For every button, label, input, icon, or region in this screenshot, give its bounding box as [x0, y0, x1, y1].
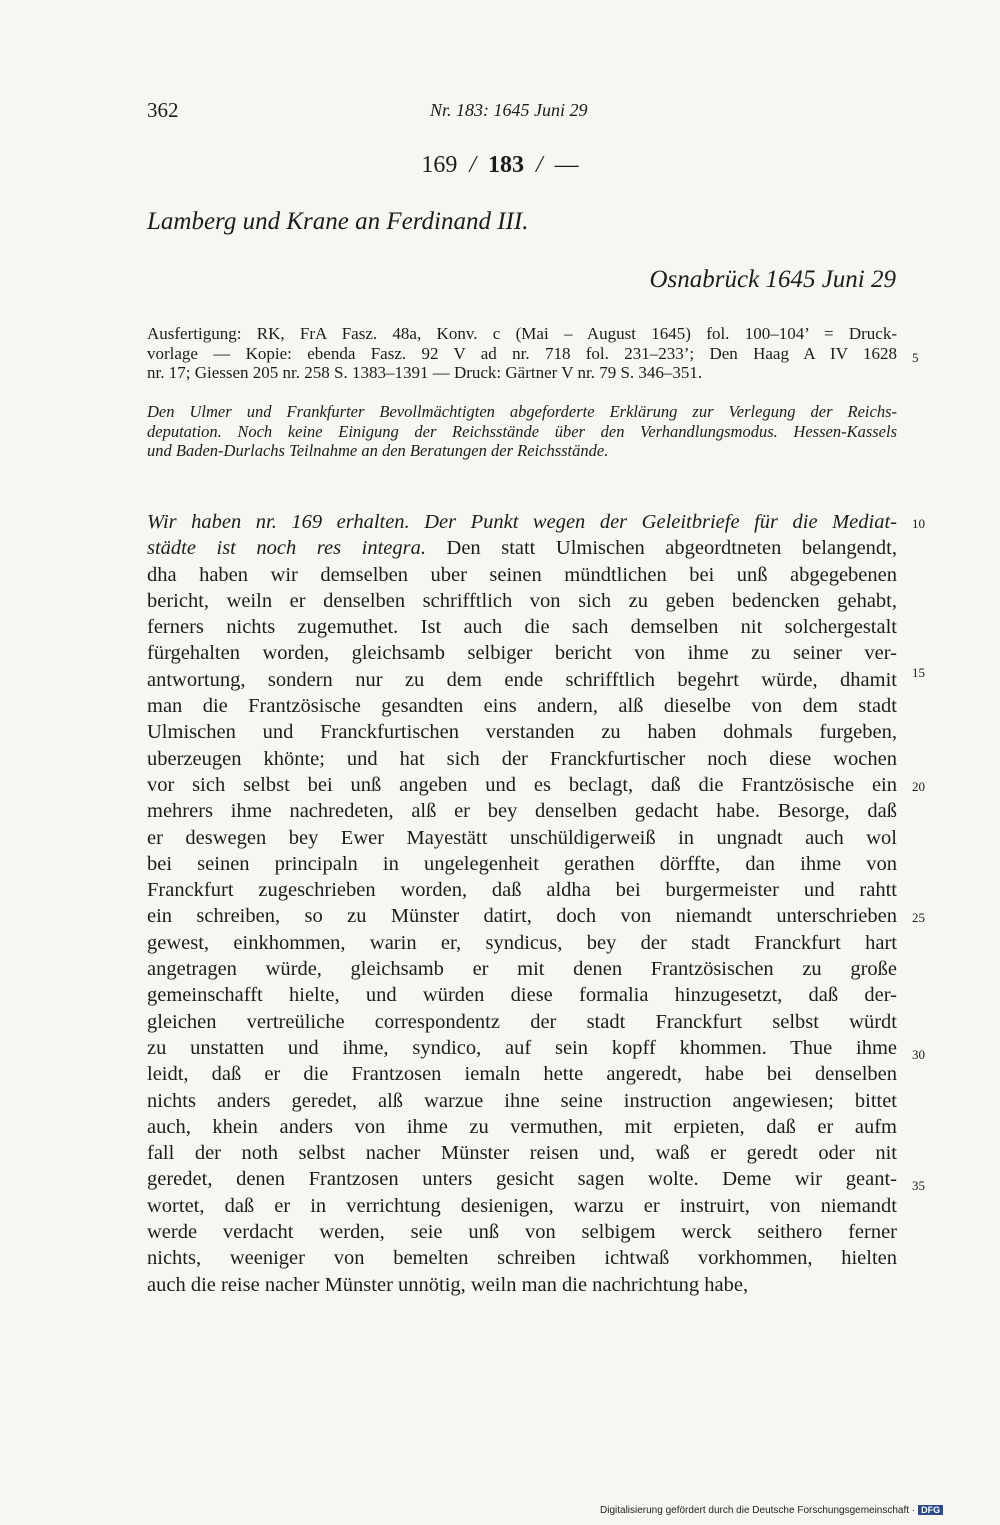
- body-line: bei seinen principaln in ungelegenheit gerathen dörffte, dan ihme von: [147, 852, 897, 875]
- body-line: auch, khein anders von ihme zu vermuthen, mit erpieten, daß er aufm: [147, 1115, 897, 1138]
- body-italic-fragment: städte ist noch res integra.: [147, 537, 426, 560]
- line-number: 20: [912, 779, 925, 794]
- summary-line: und Baden-Durlachs Teilnahme an den Beratungen der Reichsstände.: [147, 441, 609, 460]
- doc-number-separator: /: [536, 152, 543, 178]
- body-line: [147, 535, 897, 561]
- body-line: zu unstatten und ihme, syndico, auf sein kopff khommen. Thue ihme: [147, 1036, 897, 1059]
- body-line: bericht, weiln er denselben schrifftlich von sich zu geben bedencken gehabt,: [147, 589, 897, 612]
- running-head: Nr. 183: 1645 Juni 29: [430, 100, 588, 120]
- body-fragment: Den statt Ulmischen abgeordtneten belangendt,: [425, 537, 897, 560]
- document-title: Lamberg und Krane an Ferdinand III.: [147, 208, 529, 235]
- body-line: auch die reise nacher Münster unnötig, weiln man die nachrichtung habe,: [147, 1273, 749, 1296]
- body-text: [147, 509, 897, 1298]
- body-lines: [147, 562, 897, 1298]
- body-line: dha haben wir demselben uber seinen mündtlichen bei unß abgegebenen: [147, 563, 897, 586]
- line-number: 15: [912, 665, 925, 680]
- body-line: fürgehalten worden, gleichsamb selbiger bericht von ihme zu seiner ver-: [147, 642, 897, 665]
- footer-text: Digitalisierung gefördert durch die Deutsche Forschungsgemeinschaft ·: [600, 1505, 916, 1516]
- doc-number-separator: /: [469, 152, 476, 178]
- sources-line: nr. 17; Giessen 205 nr. 258 S. 1383–1391 — Druck: Gärtner V nr. 79 S. 346–351.: [147, 363, 703, 382]
- summary: [147, 402, 897, 461]
- body-line: Wir haben nr. 169 erhalten. Der Punkt wegen der Geleitbriefe für die Mediat-: [147, 511, 897, 533]
- summary-line: Den Ulmer und Frankfurter Bevollmächtigten abgeforderte Erklärung zur Verlegung der Reichs-: [147, 402, 897, 421]
- body-line: nichts, weeniger von bemelten schreiben ichtwaß vorkhommen, hielten: [147, 1247, 897, 1270]
- line-number-margin: [912, 0, 952, 1525]
- body-line: gewest, einkhommen, warin er, syndicus, bey der stadt Franckfurt hart: [147, 931, 897, 954]
- line-number: 30: [912, 1047, 925, 1062]
- body-line: er deswegen bey Ewer Mayestätt unschüldigerweiß in ungnadt auch wol: [147, 826, 897, 849]
- body-line: leidt, daß er die Frantzosen iemaln hette angeredt, habe bei denselben: [147, 1063, 897, 1086]
- sources-note: [147, 324, 897, 383]
- doc-number-b: 183: [488, 152, 524, 178]
- body-line: vor sich selbst bei unß angeben und es beclagt, daß die Frantzösische ein: [147, 773, 897, 796]
- body-line: nichts anders geredet, alß warzue ihne seine instruction angewiesen; bittet: [147, 1089, 897, 1112]
- doc-number-c: —: [554, 152, 579, 178]
- body-line: man die Frantzösische gesandten eins andern, alß dieselbe von dem stadt: [147, 695, 897, 718]
- footer-credit: [600, 1505, 943, 1516]
- document-number: [0, 152, 1000, 179]
- body-line: fall der noth selbst nacher Münster reisen und, waß er geredt oder nit: [147, 1142, 897, 1165]
- line-number: 5: [912, 350, 919, 365]
- body-line: angetragen würde, gleichsamb er mit denen Frantzösischen zu große: [147, 958, 897, 981]
- place-date: Osnabrück 1645 Juni 29: [649, 266, 896, 293]
- body-line: ferners nichts zugemuthet. Ist auch die sach demselben nit solchergestalt: [147, 616, 897, 639]
- doc-number-a: 169: [421, 152, 458, 178]
- page-header: [147, 98, 897, 128]
- dfg-logo: DFG: [918, 1505, 943, 1515]
- line-number: 35: [912, 1178, 925, 1193]
- body-line: antwortung, sondern nur zu dem ende schrifftlich begehrt würde, dhamit: [147, 668, 897, 691]
- body-line: Franckfurt zugeschrieben worden, daß aldha bei burgermeister und rahtt: [147, 879, 897, 902]
- body-line: Ulmischen und Franckfurtischen verstanden zu haben dohmals furgeben,: [147, 721, 897, 744]
- body-line: mehrers ihme nachredeten, alß er bey denselben gedacht habe. Besorge, daß: [147, 800, 897, 823]
- body-line: ein schreiben, so zu Münster datirt, doch von niemandt unterschrieben: [147, 905, 897, 928]
- body-line: wortet, daß er in verrichtung desienigen, warzu er instruirt, von niemandt: [147, 1194, 897, 1217]
- page-number: 362: [147, 98, 179, 122]
- body-line: gleichen vertreüliche correspondentz der stadt Franckfurt selbst würdt: [147, 1010, 897, 1033]
- line-number: 25: [912, 910, 925, 925]
- sources-line: vorlage — Kopie: ebenda Fasz. 92 V ad nr. 718 fol. 231–233’; Den Haag A IV 1628: [147, 343, 897, 363]
- body-line: gemeinschafft hielte, und würden diese formalia hinzugesetzt, daß der-: [147, 984, 897, 1007]
- body-line: werde verdacht werden, seie unß von selbigem werck seithero ferner: [147, 1221, 897, 1244]
- sources-line: Ausfertigung: RK, FrA Fasz. 48a, Konv. c (Mai – August 1645) fol. 100–104’ = Druck-: [147, 324, 897, 343]
- body-line: geredet, denen Frantzosen unters gesicht sagen wolte. Deme wir geant-: [147, 1168, 897, 1191]
- summary-line: deputation. Noch keine Einigung der Reichsstände über den Verhandlungsmodus. Hessen-Kassels: [147, 421, 897, 441]
- body-line: uberzeugen khönte; und hat sich der Franckfurtischer noch diese wochen: [147, 747, 897, 770]
- line-number: 10: [912, 516, 925, 531]
